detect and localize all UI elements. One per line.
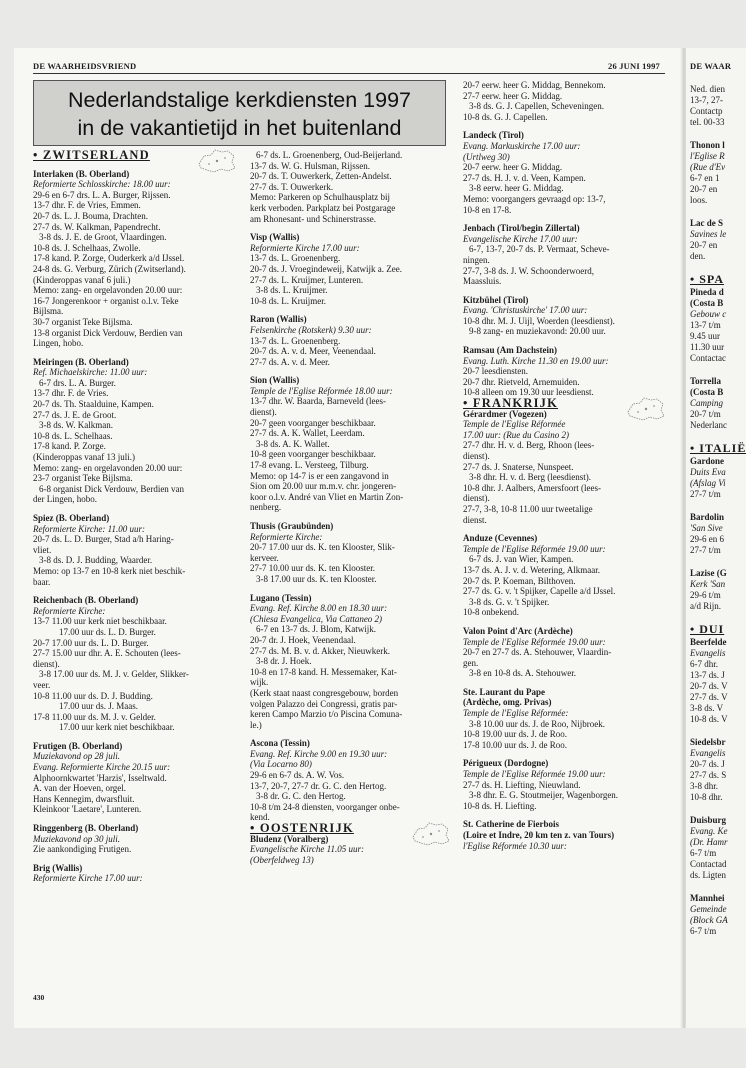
service-line: 17.00 uur ds. L. D. Burger. — [59, 626, 156, 637]
service-line: 9-8 zang- en muziekavond: 20.00 uur. — [469, 326, 606, 337]
service-line: 20-7 ds. J. Vroegindeweij, Katwijk a. Zee. — [250, 263, 403, 274]
church-info: Evangelische Kirche 11.05 uur: — [250, 844, 364, 855]
next-page-line: 10-8 dhr. — [690, 792, 723, 802]
service-line: 27-7 ds. A. v. d. Meer. — [250, 356, 330, 367]
church-info: Temple de l'Eglise Réformée 18.00 uur: — [250, 385, 393, 396]
church-info: Reformierte Kirche 17.00 uur: — [33, 873, 143, 884]
next-page-line: Camping — [690, 398, 724, 408]
service-line: 10-8 19.00 uur ds. J. de Roo. — [463, 729, 567, 740]
service-line: 17.00 uur ds. J. Maas. — [59, 701, 138, 712]
service-line: 27-7 ds. T. Ouwerkerk. — [250, 181, 334, 192]
service-line: (Kinderoppas vanaf 6 juli.) — [33, 274, 131, 285]
church-info: 17.00 uur: (Rue du Casino 2) — [463, 429, 569, 440]
next-page-line: Pineda d — [690, 287, 724, 297]
next-page-line: 29-6 t/m — [690, 590, 721, 600]
service-line: (Kinderoppas vanaf 13 juli.) — [33, 452, 135, 463]
next-page-line: 6-7 t/m — [690, 848, 717, 858]
service-line: 27-7 ds. G. v. 't Spijker, Capelle a/d IJssel. — [463, 586, 616, 597]
location-heading: Ste. Laurant du Pape — [463, 686, 546, 697]
service-line: 20-7 ds. T. Ouwerkerk, Zetten-Andelst. — [250, 171, 392, 182]
service-line: 20-7 17.00 uur ds. K. ten Klooster, Slik- — [250, 542, 395, 553]
service-line: 10-8 geen voorganger beschikbaar. — [250, 449, 376, 460]
next-page-line: 27-7 ds. V — [690, 692, 728, 702]
church-info: Temple de l'Eglise Réformée 19.00 uur: — [463, 543, 606, 554]
church-info: (Chiesa Evangelica, Via Cattaneo 2) — [250, 613, 383, 624]
service-line: 20-7 17.00 uur ds. L. D. Burger. — [33, 637, 149, 648]
church-info: Reformierte Kirche 17.00 uur: — [250, 242, 360, 253]
church-info: (Urtlweg 30) — [463, 151, 510, 162]
next-page-line: 'San Sive — [690, 523, 723, 533]
next-page-line: (Dr. Hamr — [690, 837, 728, 847]
country-map-icon — [409, 819, 453, 849]
service-line: 20-7 eerw. heer G. Middag, Bennekom. — [463, 80, 606, 90]
magazine-header: DE WAARHEIDSVRIEND — [33, 61, 137, 71]
next-page-line: 20-7 t/m — [690, 409, 721, 419]
service-line: dienst). — [250, 407, 277, 418]
service-line: 3-8 ds. G. J. Capellen, Scheveningen. — [469, 101, 604, 112]
service-line: 3-8 ds. L. Kruijmer. — [256, 285, 328, 296]
next-page-line: Contactp — [690, 106, 723, 116]
title-line-2: in de vakantietijd in het buitenland — [77, 116, 402, 140]
next-page-line: Contactad — [690, 859, 727, 869]
church-info: Evang. 'Christuskirche' 17.00 uur: — [463, 305, 588, 316]
country-name: • ZWITSERLAND — [33, 148, 150, 162]
service-line: 13-7 dhr. W. Baarda, Barneveld (lees- — [250, 396, 386, 407]
service-line: 17-8 kand. P. Zorge. — [33, 441, 106, 452]
service-line: 20-7 ds. A. v. d. Meer, Veenendaal. — [250, 346, 376, 357]
next-page-line: Evang. Ke — [690, 826, 728, 836]
next-page-line: Contactac — [690, 353, 726, 363]
next-page-line: Torrella — [690, 376, 721, 386]
service-line: 13-7 ds. L. Groenenberg. — [250, 335, 341, 346]
next-page-line: 20-7 ds. J — [690, 759, 725, 769]
service-line: veer. — [33, 679, 51, 690]
next-page-line: 27-7 t/m — [690, 489, 721, 499]
location-heading: St. Catherine de Fierbois — [463, 819, 559, 830]
service-line: kend. — [250, 812, 270, 823]
service-line: 20-7 ds. L. D. Burger, Stad a/h Haring- — [33, 534, 174, 545]
country-heading — [250, 823, 453, 834]
service-line: 10-8 dhr. J. Aalbers, Amersfoort (lees- — [463, 482, 601, 493]
next-page-header: DE WAAR — [690, 61, 732, 71]
service-line: Zie aankondiging Frutigen. — [33, 844, 132, 855]
service-line: 20-7 geen voorganger beschikbaar. — [250, 417, 376, 428]
location-heading: Jenbach (Tirol/begin Zillertal) — [463, 223, 580, 234]
service-line: Hans Kennegim, dwarsfluit. — [33, 793, 135, 804]
church-info: Muziekavond op 28 juli. — [33, 751, 120, 762]
service-line: 20-7 leesdiensten. — [463, 366, 528, 377]
service-line: 27-7 ds. H. J. v. d. Veen, Kampen. — [463, 172, 586, 183]
next-page-line: Ned. dien — [690, 84, 725, 94]
page-number: 430 — [33, 993, 45, 1002]
next-page-line: Duisburg — [690, 815, 727, 825]
next-page-line: 20-7 en — [690, 240, 718, 250]
service-line: 13-7 ds. W. G. Hulsman, Rijssen. — [250, 160, 371, 171]
service-line: 20-7 eerw. heer G. Middag. — [463, 162, 563, 173]
next-page-line: a/d Rijn. — [690, 601, 721, 611]
service-line: kerveer. — [250, 552, 279, 563]
service-line: 3-8 ds. G. v. 't Spijker. — [469, 596, 550, 607]
next-page-line: (Block GA — [690, 915, 728, 925]
service-line: Sion om 20.00 uur m.m.v. chr. jongeren- — [250, 481, 397, 492]
service-line: 27-7 ds. J. E. de Groot. — [33, 409, 117, 420]
location-heading: Frutigen (B. Oberland) — [33, 740, 123, 751]
service-line: Memo: op 13-7 en 10-8 kerk niet beschik- — [33, 565, 186, 576]
service-line: dienst). — [463, 493, 490, 504]
service-line: dienst. — [463, 514, 487, 525]
location-heading: Gérardmer (Vogezen) — [463, 408, 547, 419]
location-heading: Thusis (Graubünden) — [250, 521, 334, 531]
church-info: Temple de l'Eglise Réformée — [463, 419, 566, 430]
next-page-line: (Costa B — [690, 298, 724, 308]
service-line: 3-8 ds. W. Kalkman. — [39, 420, 113, 431]
service-line: der Lingen, hobo. — [33, 494, 97, 505]
service-line: 27-7 ds. H. Liefting, Nieuwland. — [463, 779, 581, 790]
service-line: 27-7 ds. L. Kruijmer, Lunteren. — [250, 274, 364, 285]
service-line: 10-8 en 17-8 kand. H. Messemaker, Kat- — [250, 666, 397, 677]
location-heading: Interlaken (B. Oberland) — [33, 168, 130, 179]
service-line: kerk verboden. Parkplatz bei Postgarage — [250, 202, 396, 213]
service-line: 3-8 17.00 uur ds. M. J. v. Gelder, Slikker- — [39, 669, 189, 680]
location-heading: (Loire et Indre, 20 km ten z. van Tours) — [463, 830, 615, 840]
service-line: 27-7, 3-8 ds. J. W. Schoonderwoerd, — [463, 265, 594, 276]
church-info: Evang. Ref. Kirche 8.00 en 18.30 uur: — [250, 603, 388, 614]
service-line: 3-8 17.00 uur ds. K. ten Klooster. — [256, 573, 377, 584]
next-page-line: Lazise (G — [690, 568, 727, 578]
next-page-line: 13-7 ds. J — [690, 670, 725, 680]
location-heading: Ramsau (Am Dachstein) — [463, 345, 557, 356]
service-line: 3-8 dhr. H. v. d. Berg (leesdienst). — [469, 472, 591, 483]
service-line: 13-7, 20-7, 27-7 dr. G. C. den Hertog. — [250, 780, 387, 791]
service-line: baar. — [33, 576, 51, 587]
location-heading: Valon Point d'Arc (Ardèche) — [463, 625, 573, 636]
country-heading — [33, 150, 239, 161]
church-info: Reformierte Schlosskirche: 18.00 uur: — [33, 179, 171, 190]
next-page-line: • ITALIË — [690, 441, 746, 455]
service-line: 6-8 organist Dick Verdouw, Berdien van — [39, 483, 185, 494]
church-info: Muziekavond op 30 juli. — [33, 833, 120, 844]
title-line-1: Nederlandstalige kerkdiensten 1997 — [67, 88, 412, 112]
service-line: 27-7, 3-8, 10-8 11.00 uur tweetalige — [463, 503, 593, 514]
location-heading: Sion (Wallis) — [250, 375, 300, 386]
church-info: Reformierte Kirche: — [250, 531, 323, 542]
column-1 — [33, 150, 239, 884]
service-line: 13-7 dhr. F. de Vries, Emmen. — [33, 200, 141, 211]
next-page-line: Evangelis — [690, 748, 726, 758]
service-line: Maassluis. — [463, 276, 502, 287]
service-line: (Kerk staat naast congresgebouw, borden — [250, 687, 399, 698]
church-info: Temple de l'Eglise Réformée 19.00 uur: — [463, 769, 606, 780]
service-line: gen. — [463, 657, 479, 668]
service-line: 10-8 ds. L. Schelhaas. — [33, 430, 113, 441]
service-line: Kleinkoor 'Laetare', Lunteren. — [33, 804, 142, 815]
next-page-line: ds. Ligten — [690, 870, 726, 880]
location-heading: Ascona (Tessin) — [250, 738, 310, 749]
service-line: 10-8 alleen om 19.30 uur leesdienst. — [463, 387, 594, 398]
service-line: 3-8 dhr. E. G. Stoutmeijer, Wagenborgen. — [469, 790, 619, 801]
service-line: 6-7 ds. L. Groenenberg, Oud-Beijerland. — [256, 150, 403, 160]
church-info: Evang. Ref. Kirche 9.00 en 19.30 uur: — [250, 748, 388, 759]
next-page-line: 9.45 uur — [690, 331, 720, 341]
church-info: (Oberfeldweg 13) — [250, 854, 314, 865]
service-line: 10-8 ds. L. Kruijmer. — [250, 295, 326, 306]
next-page-line: den. — [690, 251, 706, 261]
location-heading: Kitzbühel (Tirol) — [463, 294, 529, 305]
service-line: 23-7 organist Teke Bijlsma. — [33, 473, 133, 484]
country-name: • OOSTENRIJK — [250, 821, 354, 836]
service-line: am Rhonesant- und Schinerstrasse. — [250, 213, 376, 224]
service-line: 10-8 t/m 24-8 diensten, voorganger onbe- — [250, 801, 400, 812]
location-heading: Brig (Wallis) — [33, 862, 83, 873]
next-page-line: 3-8 dhr. — [690, 781, 718, 791]
church-info: Felsenkirche (Rotskerk) 9.30 uur: — [250, 324, 372, 335]
church-info: Evang. Luth. Kirche 11.30 en 19.00 uur: — [463, 355, 609, 366]
service-line: 24-8 ds. G. Verburg, Zürich (Zwitserland). — [33, 263, 186, 274]
service-line: volgen Palazzo dei Congressi, gratis par- — [250, 698, 398, 709]
service-line: 27-7 ds. J. Snaterse, Nunspeet. — [463, 461, 574, 472]
next-page-line: 10-8 ds. V — [690, 714, 728, 724]
service-line: 3-8 dr. G. C. den Hertog. — [256, 791, 346, 802]
next-page-line: • SPA — [690, 272, 724, 286]
location-heading: Lugano (Tessin) — [250, 592, 312, 603]
service-line: 17-8 11.00 uur ds. M. J. v. Gelder. — [33, 711, 156, 722]
next-page-line: tel. 00-33 — [690, 117, 725, 127]
service-line: 20-7 dhr. Rietveld, Arnemuiden. — [463, 376, 580, 387]
service-line: Memo: op 14-7 is er een zangavond in — [250, 470, 389, 481]
location-heading: Bludenz (Voralberg) — [250, 833, 329, 844]
next-page-line: 6-7 en 1 — [690, 173, 720, 183]
church-info: Evangelische Kirche 17.00 uur: — [463, 233, 578, 244]
service-line: wijk. — [250, 677, 269, 688]
service-line: 10-8 en 17-8. — [463, 204, 512, 215]
service-line: 13-7 dhr. F. de Vries. — [33, 388, 109, 399]
service-line: 3-8 10.00 uur ds. J. de Roo, Nijbroek. — [469, 718, 605, 729]
service-line: 6-7 en 13-7 ds. J. Blom, Katwijk. — [256, 624, 376, 635]
service-line: 29-6 en 6-7 drs. L. A. Burger, Rijssen. — [33, 189, 171, 200]
next-page-line: Thonon l — [690, 140, 725, 150]
location-heading: Périgueux (Dordogne) — [463, 758, 549, 769]
location-heading: Landeck (Tirol) — [463, 130, 524, 141]
service-line: 13-8 organist Dick Verdouw, Berdien van — [33, 327, 183, 338]
location-heading: Visp (Wallis) — [250, 232, 300, 243]
service-line: 10-8 11.00 uur ds. D. J. Budding. — [33, 690, 153, 701]
church-info: Evang. Reformierte Kirche 20.15 uur: — [33, 762, 171, 773]
service-line: 27-7 15.00 uur dhr. A. E. Schouten (lees- — [33, 648, 181, 659]
next-page-line: Duits Eva — [690, 467, 726, 477]
service-line: 27-7 ds. W. Kalkman, Papendrecht. — [33, 221, 161, 232]
next-page-line: Gebouw c — [690, 309, 727, 319]
next-page-line: 13-7 t/m — [690, 320, 721, 330]
service-line: koor o.l.v. André van Vliet en Martin Zon- — [250, 491, 404, 502]
service-line: 3-8 en 10-8 ds. A. Stehouwer. — [469, 668, 576, 679]
next-page-line: loos. — [690, 195, 708, 205]
service-line: 6-7 drs. L. A. Burger. — [39, 377, 116, 388]
next-page-line: • DUI — [690, 622, 725, 636]
next-page-line: (Costa B — [690, 387, 724, 397]
location-heading: Ringgenberg (B. Oberland) — [33, 823, 139, 834]
service-line: 27-7 10.00 uur ds. K. ten Klooster. — [250, 563, 375, 574]
next-page-line: Siedelsbr — [690, 737, 726, 747]
service-line: 27-7 ds. M. B. v. d. Akker, Nieuwkerk. — [250, 645, 391, 656]
service-line: Memo: zang- en orgelavonden 20.00 uur: — [33, 285, 183, 296]
header-rule — [33, 73, 665, 74]
service-line: 13-7 ds. L. Groenenberg. — [250, 253, 341, 264]
country-map-icon — [624, 394, 668, 424]
next-page-line: Kerk 'San — [690, 579, 726, 589]
service-line: 17.00 uur kerk niet beschikbaar. — [59, 722, 175, 733]
church-info: Ref. Michaelskirche: 11.00 uur: — [33, 367, 148, 378]
country-map-icon — [195, 146, 239, 176]
service-line: ningen. — [463, 254, 490, 265]
service-line: 6-7, 13-7, 20-7 ds. P. Vermaat, Scheve- — [469, 244, 610, 255]
next-page-line: 20-7 en — [690, 184, 718, 194]
church-info: (Via Locarno 80) — [250, 759, 312, 770]
service-line: Memo: zang- en orgelavonden 20.00 uur: — [33, 462, 183, 473]
location-heading: Anduze (Cevennes) — [463, 533, 538, 544]
service-line: 20-7 en 27-7 ds. A. Stehouwer, Vlaardin- — [463, 647, 612, 658]
service-line: 17-8 10.00 uur ds. J. de Roo. — [463, 739, 567, 750]
service-line: 10-8 onbekend. — [463, 607, 519, 618]
service-line: Alphoornkwartet 'Harzis', Isseltwald. — [33, 772, 167, 783]
service-line: 27-7 ds. A. K. Wallet, Leerdam. — [250, 428, 365, 439]
next-page-line: 3-8 ds. V — [690, 703, 724, 713]
service-line: 13-7 11.00 uur kerk niet beschikbaar. — [33, 616, 167, 627]
location-heading: Reichenbach (B. Oberland) — [33, 595, 139, 606]
service-line: 10-8 ds. J. Schelhaas, Zwolle. — [33, 242, 141, 253]
next-page-line: 6-7 dhr. — [690, 659, 718, 669]
service-line: 20-7 ds. L. J. Bouma, Drachten. — [33, 210, 148, 221]
location-heading: Raron (Wallis) — [250, 314, 307, 325]
service-line: 13-7 ds. A. J. v. d. Wetering, Alkmaar. — [463, 564, 601, 575]
next-page-line: Bardolin — [690, 512, 725, 522]
next-page-line: Gardone — [690, 456, 725, 466]
service-line: Lingen, hobo. — [33, 338, 84, 349]
service-line: 20-7 ds. Th. Staalduine, Kampen. — [33, 399, 154, 410]
service-line: Memo: Parkeren op Schulhausplatz bij — [250, 192, 390, 203]
service-line: 3-8 ds. A. K. Wallet. — [256, 438, 330, 449]
church-info: l'Eglise Réformée 10.30 uur: — [463, 840, 567, 851]
column-3 — [463, 80, 668, 851]
service-line: 30-7 organist Teke Bijlsma. — [33, 316, 133, 327]
service-line: Memo: voorgangers gevraagd op: 13-7, — [463, 193, 606, 204]
service-line: 10-8 dhr. M. J. Uijl, Woerden (leesdienst). — [463, 315, 615, 326]
next-page-line: Savines le — [690, 229, 727, 239]
location-heading: (Ardèche, omg. Privas) — [463, 697, 552, 708]
service-line: 10-8 ds. H. Liefting. — [463, 800, 537, 811]
service-line: 3-8 eerw. heer G. Middag. — [469, 183, 564, 194]
country-name: • FRANKRIJK — [463, 396, 559, 411]
service-line: 17-8 kand. P. Zorge, Ouderkerk a/d IJssel. — [33, 253, 185, 264]
service-line: 3-8 dr. J. Hoek. — [256, 656, 312, 667]
service-line: Bijlsma. — [33, 306, 64, 317]
service-line: 3-8 ds. D. J. Budding, Waarder. — [39, 555, 153, 566]
service-line: 16-7 Jongerenkoor + organist o.l.v. Teke — [33, 295, 179, 306]
service-line: nenberg. — [250, 502, 282, 513]
service-line: dienst). — [33, 658, 60, 669]
next-page-line: (Afslag Vi — [690, 478, 726, 488]
next-page-line: 27-7 t/m — [690, 545, 721, 555]
location-heading: Spiez (B. Oberland) — [33, 513, 110, 523]
next-page-line: (Rue d'Ev — [690, 162, 726, 172]
service-line: le.) — [250, 719, 262, 730]
service-line: 27-7 dhr. H. v. d. Berg, Rhoon (lees- — [463, 440, 595, 451]
next-page-line: Lac de S — [690, 218, 724, 228]
service-line: A. van der Hoeven, orgel. — [33, 783, 127, 794]
next-page-line: 11.30 uur — [690, 342, 725, 352]
church-info: Evang. Markuskirche 17.00 uur: — [463, 140, 581, 151]
next-page-line: Mannhei — [690, 893, 725, 903]
title-banner — [33, 80, 446, 146]
issue-date: 26 JUNI 1997 — [608, 61, 660, 71]
next-page-line: 27-7 ds. S — [690, 770, 727, 780]
service-line: vliet. — [33, 544, 52, 555]
next-page-line: Evangelis — [690, 648, 726, 658]
next-page-line: Beerfelde — [690, 637, 727, 647]
service-line: 20-7 dr. J. Hoek, Veenendaal. — [250, 634, 356, 645]
service-line: keren Campo Marzio t/o Piscina Comuna- — [250, 709, 403, 720]
next-page-line: 6-7 t/m — [690, 926, 717, 936]
service-line: 3-8 ds. J. E. de Groot, Vlaardingen. — [39, 232, 167, 243]
country-heading — [463, 398, 668, 409]
church-info: Reformierte Kirche: 11.00 uur: — [33, 523, 145, 534]
service-line: 6-7 ds. J. van Wier, Kampen. — [469, 554, 574, 565]
next-page-line: 13-7, 27- — [690, 95, 723, 105]
next-page-line: 29-6 en 6 — [690, 534, 724, 544]
service-line: dienst). — [463, 451, 490, 461]
service-line: 29-6 en 6-7 ds. A. W. Vos. — [250, 770, 345, 781]
service-line: 10-8 ds. G. J. Capellen. — [463, 111, 548, 122]
church-info: Temple de l'Eglise Réformée 19.00 uur: — [463, 636, 606, 647]
service-line: 17-8 evang. L. Versteeg, Tilburg. — [250, 460, 369, 471]
service-line: 27-7 eerw. heer G. Middag. — [463, 90, 563, 101]
church-info: Reformierte Kirche: — [33, 605, 106, 616]
next-page-line: Nederlanc — [690, 420, 727, 430]
next-page-line: Gemeinde — [690, 904, 727, 914]
next-page-line: l'Eglise R — [690, 151, 725, 161]
column-2 — [250, 150, 453, 865]
next-page-line: 20-7 ds. V — [690, 681, 728, 691]
service-line: 20-7 ds. P. Koeman, Bilthoven. — [463, 575, 576, 586]
location-heading: Meiringen (B. Oberland) — [33, 356, 129, 367]
church-info: Temple de l'Eglise Réformée: — [463, 708, 569, 719]
